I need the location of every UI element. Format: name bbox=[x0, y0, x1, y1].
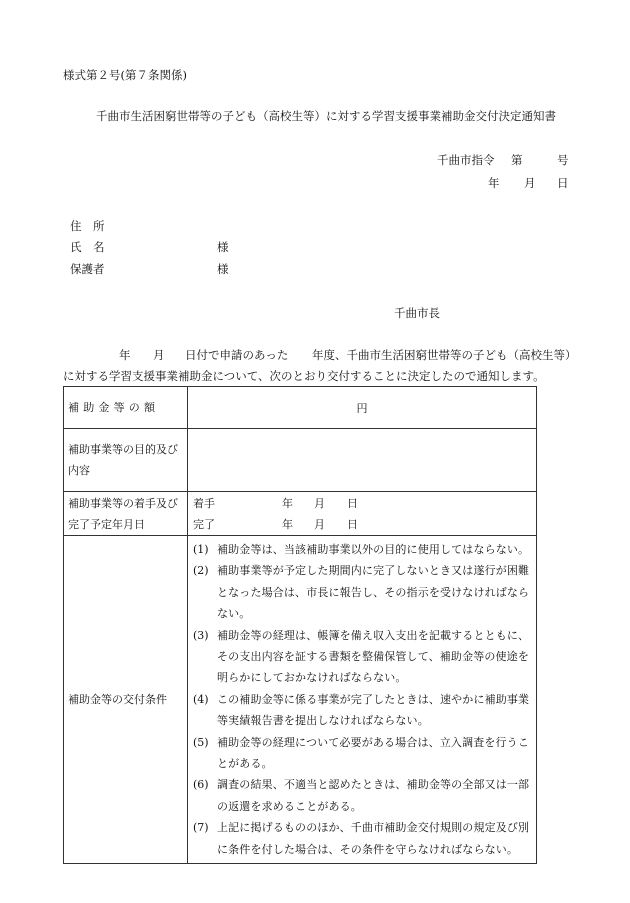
body-year: 年 bbox=[119, 348, 131, 362]
guardian-label: 保護者 bbox=[70, 262, 105, 276]
condition-item bbox=[193, 539, 532, 560]
condition-text: 上記に掲げるもののほか、千曲市補助金交付規則の規定及び別に条件を付した場合は、その条件を守らなければならない。 bbox=[217, 821, 530, 856]
form-number: 様式第２号(第７条関係) bbox=[63, 68, 187, 82]
condition-number: (5) bbox=[193, 735, 209, 749]
condition-number: (1) bbox=[193, 543, 209, 556]
reference-go: 号 bbox=[557, 153, 569, 167]
reference-issuer: 千曲市指令 bbox=[437, 153, 495, 167]
start-date bbox=[188, 493, 536, 514]
condition-item bbox=[193, 560, 532, 624]
issue-date-day: 日 bbox=[557, 176, 569, 190]
start-label: 着手 bbox=[193, 496, 215, 510]
condition-item bbox=[193, 817, 532, 860]
condition-number: (3) bbox=[193, 628, 209, 642]
start-month: 月 bbox=[314, 496, 325, 510]
period-row bbox=[64, 492, 537, 536]
condition-item bbox=[193, 732, 532, 775]
name-honorific: 様 bbox=[217, 240, 229, 254]
amount-label: 補助金等の額 bbox=[64, 387, 188, 429]
end-date bbox=[188, 514, 536, 535]
condition-text: 調査の結果、不適当と認めたときは、補助金等の全部又は一部の返還を求めることがある。 bbox=[217, 778, 530, 813]
end-label: 完了 bbox=[193, 517, 215, 531]
purpose-row bbox=[64, 429, 537, 492]
name-label: 氏 名 bbox=[70, 240, 105, 254]
condition-item bbox=[193, 774, 532, 817]
end-month: 月 bbox=[314, 517, 325, 531]
amount-row bbox=[64, 387, 537, 429]
issue-date-year: 年 bbox=[488, 176, 500, 190]
start-day: 日 bbox=[347, 496, 358, 510]
start-year: 年 bbox=[282, 496, 293, 510]
body-day-applied: 日付で申請のあった bbox=[185, 348, 289, 362]
grant-decision-table bbox=[63, 386, 537, 864]
condition-text: 補助金等の経理について必要がある場合は、立入調査を行うことがある。 bbox=[217, 735, 529, 771]
condition-text: 補助金等は、当該補助事業以外の目的に使用してはならない。 bbox=[217, 543, 530, 556]
reference-dai: 第 bbox=[511, 153, 523, 167]
period-label: 補助事業等の着手及び完了予定年月日 bbox=[64, 492, 188, 536]
condition-number: (7) bbox=[193, 821, 209, 835]
end-year: 年 bbox=[282, 517, 293, 531]
condition-number: (4) bbox=[193, 692, 209, 706]
body-fiscal: 年度、千曲市生活困窮世帯等の子ども（高校生等） bbox=[312, 348, 577, 362]
conditions-list bbox=[188, 536, 537, 864]
guardian-honorific: 様 bbox=[217, 262, 229, 276]
condition-number: (2) bbox=[193, 564, 209, 578]
condition-item bbox=[193, 625, 532, 689]
mayor-title: 千曲市長 bbox=[394, 306, 440, 320]
purpose-value bbox=[188, 429, 537, 492]
period-value bbox=[188, 492, 537, 536]
address-label: 住 所 bbox=[70, 219, 105, 233]
conditions-row bbox=[64, 536, 537, 864]
amount-unit: 円 bbox=[188, 387, 537, 429]
condition-text: 補助金等の経理は、帳簿を備え収入支出を記載するとともに、その支出内容を証する書類を整備保管して、補助金等の使途を明らかにしておかなければならない。 bbox=[217, 628, 530, 685]
issue-date-month: 月 bbox=[524, 176, 536, 190]
purpose-label: 補助事業等の目的及び内容 bbox=[64, 429, 188, 492]
document-title: 千曲市生活困窮世帯等の子ども（高校生等）に対する学習支援事業補助金交付決定通知書 bbox=[96, 109, 556, 123]
condition-number: (6) bbox=[193, 778, 209, 792]
condition-text: 補助事業等が予定した期間内に完了しないとき又は遂行が困難となった場合は、市長に報告し、その指示を受けなければならない。 bbox=[217, 564, 530, 621]
condition-text: この補助金等に係る事業が完了したときは、速やかに補助事業等実績報告書を提出しなければならない。 bbox=[217, 692, 530, 728]
end-day: 日 bbox=[347, 517, 358, 531]
conditions-label: 補助金等の交付条件 bbox=[64, 536, 188, 864]
condition-item bbox=[193, 689, 532, 732]
body-line2: に対する学習支援事業補助金について、次のとおり交付することに決定したので通知します。 bbox=[63, 369, 545, 383]
body-month: 月 bbox=[153, 348, 165, 362]
